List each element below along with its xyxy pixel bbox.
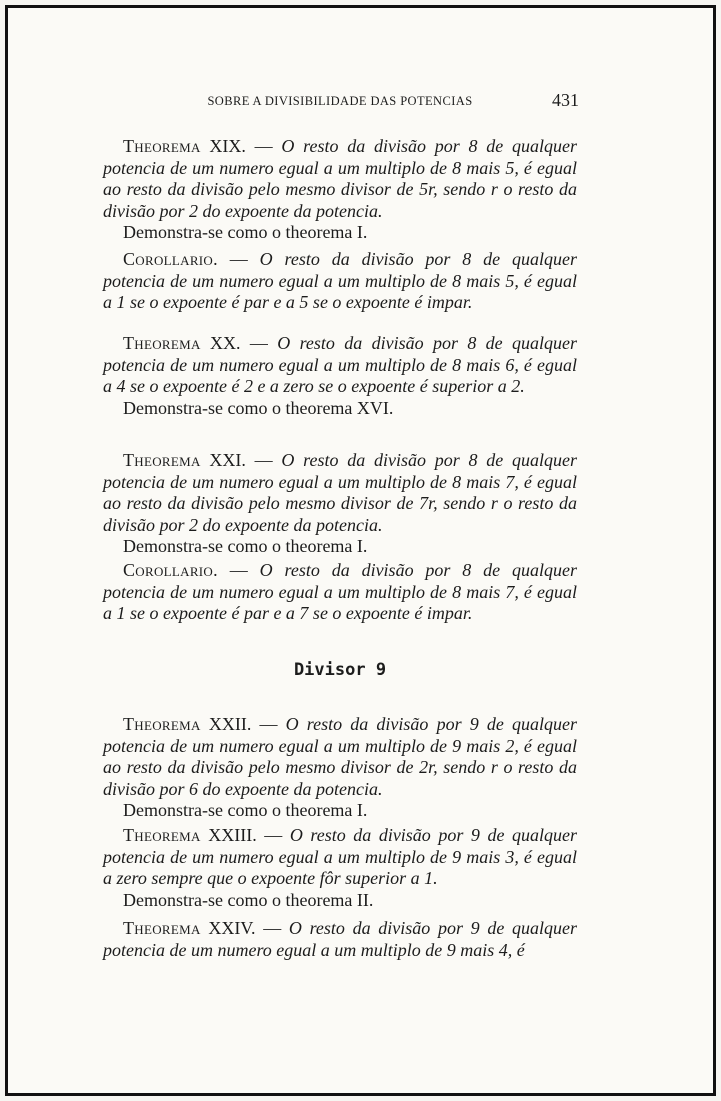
corollary-2 xyxy=(103,560,577,625)
page-number: 431 xyxy=(552,90,579,110)
theorem-text: O resto da divisão por 9 de qualquer potencia de um numero egual a um multiplo de 9 mais 2, é egual ao resto da divisão pelo mesmo divisor de 2r, sendo r o resto da divisão por 6 do expoente da potencia. xyxy=(103,714,578,799)
proof-note: Demonstra-se como o theorema XVI. xyxy=(123,397,394,418)
dash: — xyxy=(256,825,290,845)
theorem-23 xyxy=(103,825,577,911)
theorem-20-statement xyxy=(103,333,577,398)
dash: — xyxy=(255,918,289,938)
dash: — xyxy=(251,714,286,734)
proof-note: Demonstra-se como o theorema I. xyxy=(123,222,368,242)
corollary-text: O resto da divisão por 8 de qualquer potencia de um numero egual a um multiplo de 8 mais 5, é egual a 1 se o expoente é par e a 5 se o expoente é impar. xyxy=(103,249,578,312)
section-heading: Divisor 9 xyxy=(293,660,387,680)
proof-note: Demonstra-se como o theorema I. xyxy=(123,800,368,820)
theorem-label: Theorema xyxy=(123,136,201,156)
corollary-2-statement xyxy=(103,560,577,625)
corollary-text: O resto da divisão por 8 de qualquer potencia de um numero egual a um multiplo de 8 mais 7, é egual a 1 se o expoente é par e a 7 se o expoente é impar. xyxy=(103,560,578,623)
theorem-24-statement xyxy=(103,918,577,961)
theorem-text: O resto da divisão por 8 de qualquer potencia de um numero egual a um multiplo de 8 mais 7, é egual ao resto da divisão pelo mesmo divisor de 7r, sendo r o resto da divisão por 2 do expoente da potencia. xyxy=(103,450,577,535)
theorem-22-statement xyxy=(103,714,577,800)
theorem-label: Theorema xyxy=(123,825,201,845)
theorem-number: XXIII. xyxy=(208,825,257,845)
theorem-text: O resto da divisão por 8 de qualquer potencia de um numero egual a um multiplo de 8 mais 6, é egual a 4 se o expoente é 2 e a zero se o expoente é superior a 2. xyxy=(103,333,578,396)
theorem-21-statement xyxy=(103,450,577,536)
theorem-number: XXIV. xyxy=(208,918,256,938)
theorem-20 xyxy=(103,333,577,419)
running-title: SOBRE A DIVISIBILIDADE DAS POTENCIAS xyxy=(207,94,473,108)
proof-note: Demonstra-se como o theorema I. xyxy=(123,536,368,556)
corollary-label: Corollario. xyxy=(123,249,218,269)
theorem-19 xyxy=(103,136,577,244)
page-frame xyxy=(5,5,716,1096)
theorem-19-statement xyxy=(103,136,577,222)
theorem-text: O resto da divisão por 9 de qualquer potencia de um numero egual a um multiplo de 9 mais 3, é egual a zero sempre que o expoente fôr superior a 1. xyxy=(103,825,578,888)
corollary-1-statement xyxy=(103,249,577,314)
dash: — xyxy=(245,136,282,156)
theorem-number: XIX. xyxy=(209,136,246,156)
dash: — xyxy=(217,560,260,580)
theorem-label: Theorema xyxy=(123,450,201,470)
theorem-label: Theorema xyxy=(123,333,201,353)
dash: — xyxy=(240,333,278,353)
theorem-number: XX. xyxy=(210,333,241,353)
dash: — xyxy=(245,450,282,470)
theorem-23-statement xyxy=(103,825,577,890)
proof-note: Demonstra-se como o theorema II. xyxy=(123,889,374,910)
corollary-1 xyxy=(103,249,577,314)
dash: — xyxy=(217,249,260,269)
theorem-21 xyxy=(103,450,577,558)
corollary-label: Corollario. xyxy=(123,560,218,580)
theorem-text: O resto da divisão por 9 de qualquer potencia de um numero egual a um multiplo de 9 mais 4, é xyxy=(103,918,578,960)
theorem-number: XXII. xyxy=(208,714,252,734)
theorem-number: XXI. xyxy=(209,450,246,470)
theorem-text: O resto da divisão por 8 de qualquer potencia de um numero egual a um multiplo de 8 mais 5, é egual ao resto da divisão pelo mesmo divisor de 5r, sendo r o resto da divisão por 2 do expoente da potencia. xyxy=(103,136,577,221)
theorem-22 xyxy=(103,714,577,822)
theorem-label: Theorema xyxy=(123,714,201,734)
theorem-label: Theorema xyxy=(123,918,201,938)
theorem-24 xyxy=(103,918,577,961)
